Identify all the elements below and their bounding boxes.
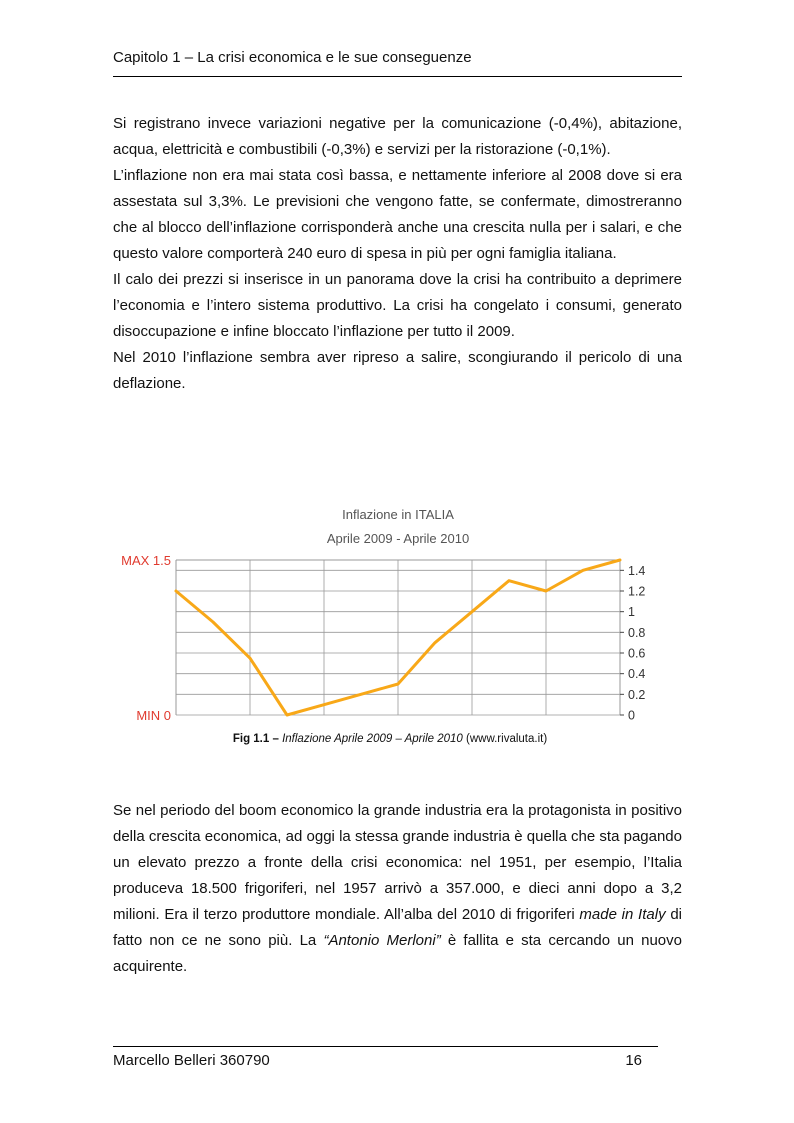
min-label: MIN 0 bbox=[136, 708, 171, 723]
body-text-top bbox=[113, 111, 682, 397]
data-point bbox=[286, 714, 288, 716]
chart-title: Inflazione in ITALIA bbox=[342, 507, 454, 522]
chapter-title: Capitolo 1 – La crisi economica e le sue conseguenze bbox=[113, 49, 472, 66]
data-point bbox=[434, 642, 436, 644]
italic-text: made in Italy bbox=[579, 906, 666, 923]
data-point bbox=[508, 580, 510, 582]
figure-title: Inflazione Aprile 2009 – Aprile 2010 bbox=[282, 733, 463, 745]
page-number: 16 bbox=[625, 1052, 642, 1069]
data-point bbox=[397, 683, 399, 685]
data-point bbox=[471, 611, 473, 613]
y-tick-label: 0.4 bbox=[628, 667, 646, 682]
data-point bbox=[545, 590, 547, 592]
paragraph-text: Se nel periodo del boom economico la grande industria era la protagonista in positivo della crescita economica, ad oggi la stessa grande industria è quella che sta pagando un elevato prezzo a fronte della crisi economica: nel 1951, per esempio, l’Italia produceva 18.500 frigoriferi, nel 1957 arrivò a 357.000, e dieci anni dopo a 3,2 milioni. Era il terzo produttore mondiale. All’alba del 2010 di frigoriferi bbox=[113, 802, 682, 923]
paragraph: Il calo dei prezzi si inserisce in un panorama dove la crisi ha contribuito a deprimere l’economia e l’intero sistema produttivo. La crisi ha congelato i consumi, generato disoccupazione e infine bloccato l’inflazione per tutto il 2009. bbox=[113, 271, 682, 340]
paragraph: Si registrano invece variazioni negative per la comunicazione (-0,4%), abitazione, acqua, elettricità e combustibili (-0,3%) e servizi per la ristorazione (-0,1%). bbox=[113, 115, 682, 158]
figure-label: Fig 1.1 – bbox=[232, 733, 279, 745]
data-point bbox=[249, 657, 251, 659]
y-axis-ticks bbox=[620, 564, 645, 723]
y-tick-label: 0.2 bbox=[628, 687, 646, 702]
data-point bbox=[360, 694, 362, 696]
y-tick-label: 1.4 bbox=[628, 563, 646, 578]
inflation-chart bbox=[100, 498, 680, 728]
italic-company-name: “Antonio Merloni” bbox=[323, 932, 441, 949]
chart-grid bbox=[176, 560, 620, 715]
header-divider bbox=[113, 76, 682, 77]
max-label: MAX 1.5 bbox=[121, 553, 171, 568]
figure-source: (www.rivaluta.it) bbox=[466, 733, 548, 745]
paragraph-text: è fallita e sta cercando un nuovo acquirente. bbox=[113, 932, 682, 975]
page-header bbox=[113, 48, 682, 68]
data-point bbox=[582, 570, 584, 572]
data-point bbox=[619, 559, 621, 561]
y-tick-label: 1.2 bbox=[628, 584, 646, 599]
inflation-chart-svg bbox=[100, 498, 680, 728]
body-text-bottom bbox=[113, 798, 682, 980]
chart-subtitle: Aprile 2009 - Aprile 2010 bbox=[326, 531, 470, 546]
data-point bbox=[175, 590, 177, 592]
y-tick-label: 0.8 bbox=[628, 625, 646, 640]
data-point bbox=[323, 704, 325, 706]
y-tick-label: 0 bbox=[628, 708, 635, 723]
paragraph: L’inflazione non era mai stata così bassa, e nettamente inferiore al 2008 dove si era assestata sul 3,3%. Le previsioni che vengono fatte, se confermate, dimostreranno che al blocco dell’inflazione corrisponderà anche una crescita nulla per i salari, e che questo valore comporterà 240 euro di spesa in più per ogni famiglia italiana. bbox=[113, 167, 682, 262]
paragraph bbox=[113, 798, 682, 980]
paragraph-text: di fatto non ce ne sono più. La bbox=[113, 906, 682, 949]
data-point bbox=[212, 621, 214, 623]
figure-caption bbox=[100, 732, 680, 746]
footer-author: Marcello Belleri 360790 bbox=[113, 1052, 270, 1069]
y-tick-label: 1 bbox=[628, 605, 635, 620]
paragraph: Nel 2010 l’inflazione sembra aver ripreso a salire, scongiurando il pericolo di una deflazione. bbox=[113, 349, 682, 392]
y-tick-label: 0.6 bbox=[628, 646, 646, 661]
footer-divider bbox=[113, 1046, 658, 1047]
